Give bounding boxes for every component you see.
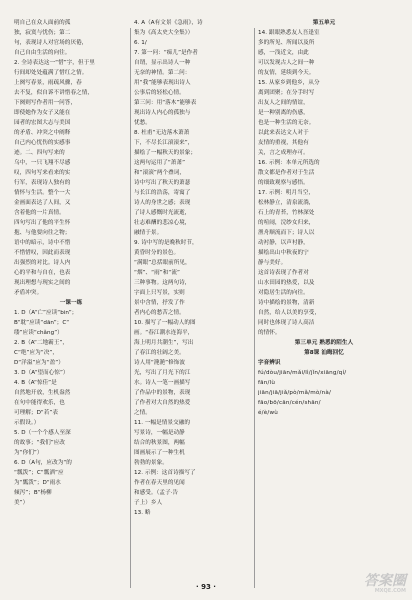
text-line: 迹。二、四句写来的 [14, 150, 65, 156]
text-line: 的情怀。 [258, 330, 281, 336]
column-divider [130, 28, 131, 588]
text-line: 独，寂寞与忧伤；第二 [14, 30, 71, 36]
text-line: 12. 示例：这首诗描写了 [134, 470, 196, 476]
text-line: 自己内心忧伤的实感事 [14, 140, 71, 146]
text-line: B“耽”应读“dān”；C“ [14, 320, 70, 326]
text-line: 的矛盾、冲突之中阐释 [14, 130, 71, 136]
text-line: 对隐居生活的向往。 [258, 290, 309, 296]
text-line: 行军，表现诗人独有的 [14, 180, 71, 186]
text-line: 园者的宏图大志与美国 [14, 120, 71, 126]
text-line: C“绝”应为“决”， [14, 350, 58, 356]
text-line: 9. 诗中写的是晚秋时节， [134, 240, 198, 246]
text-line: 3. D（A“望而心惊”） [14, 370, 69, 376]
text-line: 下，不尽长江滚滚来”， [134, 140, 194, 146]
text-line: 和感受。（孟子·告 [134, 490, 179, 496]
text-line: 5. D（一个个感人至深 [14, 430, 71, 436]
text-line: 自然，给人以美的享受， [258, 310, 321, 316]
text-line: 第三单元 熟悉的陌生人 [294, 340, 354, 346]
text-line: 可以发现古人之间一种 [258, 60, 315, 66]
text-line: 心的平和与自在，也表 [14, 270, 71, 276]
text-line: fāo/bō/cān/cén/shān/ [258, 400, 321, 406]
text-line: 1. D（A“亡”应读“bin”； [14, 310, 78, 316]
text-line: 散文都是作者对于生活 [258, 170, 315, 176]
text-line: 之情。 [134, 410, 151, 416]
column-left [14, 18, 128, 508]
text-line: 行间却处处蕴满了惜红之情。 [14, 70, 88, 76]
text-line: 者内心的愁苦之情。 [134, 310, 185, 316]
text-line: 14. 跟眼熟悉友人吾逢室 [258, 30, 320, 36]
text-line: 也是一种生活的无奈。 [258, 120, 315, 126]
text-line: 6. 1/ [134, 40, 147, 46]
text-line: 以此来表达文人对于 [258, 130, 309, 136]
text-line: 山水田园的热爱，以及 [258, 280, 315, 286]
text-line: 的喧闹，浣纱女归来， [258, 220, 315, 226]
text-line: 去不复，似自诉不讲惜春之情， [14, 90, 94, 96]
text-line: “瓢泼”；C“瓢洒”应 [14, 470, 64, 476]
text-line: 作者在春天里的见闻 [134, 480, 185, 486]
text-line: 了作者对大自然的热爱 [134, 400, 191, 406]
text-line: 下阕则写作者用一问答， [14, 100, 77, 106]
text-line: 忧愁。 [134, 120, 151, 126]
text-line: 7. 第一问：“痴儿”是作者 [134, 50, 198, 56]
text-line: 融情于景。 [134, 230, 163, 236]
text-line: 上阕写春景，雨疏风骤，春 [14, 80, 82, 86]
text-line: 景中含情，抒发了作 [134, 300, 185, 306]
text-line: 同时也体现了诗人高洁 [258, 320, 315, 326]
text-line: 缕”应读“chǎng”） [14, 330, 63, 336]
text-line: 即使她作为女子又能在 [14, 110, 71, 116]
text-line: 美”） [14, 500, 29, 506]
text-line: 不惜惜叹，因此而表现 [14, 250, 71, 256]
text-line: 示假设。） [14, 420, 40, 426]
text-line: 现出诗人内心的孤独与 [134, 110, 191, 116]
text-line: 无奈的神情。第二问： [134, 70, 191, 76]
text-line: 字面上只写景，实则 [134, 290, 185, 296]
text-line: 黄昏时分的景色。 [134, 250, 180, 256]
text-line: 为“你们”） [14, 450, 43, 456]
text-line: 子上）乡人 [134, 500, 163, 506]
text-line: 乌中，一只飞翔不尽感 [14, 160, 71, 166]
text-line: 叹，四句写来看来的实 [14, 170, 71, 176]
text-line: 光，写出了月光下的江 [134, 370, 191, 376]
text-line: 6. D（A句，应改为“的 [14, 460, 72, 466]
text-line: 含着他的一片真情。 [14, 210, 65, 216]
text-line: 自然地开放，生机盎然 [14, 390, 71, 396]
text-line: 描绘出山中秋夜的宁 [258, 250, 309, 256]
text-line: 了春江的壮阔之美。 [134, 350, 185, 356]
text-line: fú/dòu/jiān/mǎi/lì/jǐn/xiāng/qí/ [258, 370, 347, 376]
text-line: 第五单元 [312, 20, 336, 26]
text-line: 第8课 汕晦回忆 [304, 350, 344, 356]
text-line: 这首诗表现了作者对 [258, 270, 309, 276]
text-line: 17. 示例：明月当空， [258, 190, 315, 196]
text-line: 勃勃的景象。 [134, 460, 168, 466]
text-line: 的细致观察与感悟。 [258, 180, 309, 186]
text-line: 金画面表达了人间，又 [14, 200, 71, 206]
text-line: é/è/wù [258, 410, 278, 416]
text-line: 字音辨识 [258, 360, 281, 366]
text-line: 离到团聚；在分手时写 [258, 90, 315, 96]
text-line: 诗人用“滟滟”修饰波 [134, 360, 186, 366]
watermark-text: 答案圈 [364, 573, 406, 589]
page-number: · 93 · [196, 583, 216, 591]
column-right [258, 18, 390, 418]
text-line: 自己自由生活的向往。 [14, 50, 71, 56]
text-line: 第三问：用“落木”能够表 [134, 100, 197, 106]
text-line: 自谓，显示出诗人一种 [134, 60, 191, 66]
text-line: 了作品中的景物，表现 [134, 390, 191, 396]
text-line: 8. 杜甫“无边落木萧萧 [134, 130, 190, 136]
text-line: 集为《高太史大全集》） [134, 30, 194, 36]
text-line: 在句中能得欢乐，也 [14, 400, 65, 406]
text-line: 15. 从家乡到他乡，从分 [258, 80, 320, 86]
text-line: 图画展示了一种生机 [134, 450, 185, 456]
text-line: 水。诗人一笔一画描写 [134, 380, 191, 386]
text-line: 矛盾冲突。 [14, 290, 43, 296]
text-line: jiān/jiā/jiǎ/pò/mǎ/mò/nà/ [258, 390, 332, 396]
text-line: 关，言之成理亦可。 [258, 150, 309, 156]
text-line: 感，一浅近文，由此 [258, 50, 309, 56]
text-line: 一课一练 [59, 300, 83, 306]
text-line: 和“滚滚”两个叠词， [134, 170, 186, 176]
text-line: 友情的重视，其他有 [258, 140, 309, 146]
watermark-site: MXQE.COM [374, 588, 406, 594]
text-line: 与长江的浩荡，寄寓了 [134, 190, 191, 196]
text-line: D“洋溢”应为“盈”） [14, 360, 64, 366]
text-line: 的故事；“我们”应改 [14, 440, 66, 446]
text-line: 诗中描绘的景物，清新 [258, 300, 315, 306]
text-line: 写景诗，一幅是动静 [134, 430, 185, 436]
text-line: “烟”、“雨”和“流” [134, 270, 180, 276]
text-line: 是一种别离的伤感， [258, 110, 309, 116]
text-line: 语中的暗示，诗中不惜 [14, 240, 71, 246]
text-line: 描绘了一幅秋天的景象； [134, 150, 197, 156]
column-divider [254, 28, 255, 588]
text-line: fān/lù [258, 380, 276, 386]
text-line: “满眼”总括眼前所见， [134, 260, 191, 266]
text-line: 用“我”能够表现出诗人 [134, 80, 191, 86]
text-line: 抱、与他要向往之物； [14, 230, 71, 236]
text-line: 松林静立，清泉流淌， [258, 200, 315, 206]
text-line: 倾泻”；B“杨柳 [14, 490, 52, 496]
text-line: 结合的秋景图，两幅 [134, 440, 185, 446]
text-line: 11. 一幅是情景交融的 [134, 420, 191, 426]
text-line: 2. B（A“二地霸王”， [14, 340, 69, 346]
text-line: 的友情，延续到今天。 [258, 70, 315, 76]
text-line: 静与美好。 [258, 260, 287, 266]
watermark-logo [342, 574, 406, 598]
text-line: 公事后的轻松心情。 [134, 90, 185, 96]
text-line: 现出理想与现实之间的 [14, 280, 71, 286]
text-line: 出友人之间的情谊， [258, 100, 309, 106]
text-line: 诗人的身世之感；表现 [134, 200, 191, 206]
text-line: 这两句运用了“萧萧” [134, 160, 186, 166]
text-line: 出强烈的对比。诗人内 [14, 260, 71, 266]
text-line: 4. A（A有文景《急雨》，诗 [134, 20, 203, 26]
text-line: 四句写出了他的平生怀 [14, 220, 71, 226]
text-line: 石上的青苔，竹林深处 [258, 210, 315, 216]
text-line: 壮志难酬的悲凉心境， [134, 220, 191, 226]
text-line: 情怀与生活。整个一大 [14, 190, 71, 196]
text-line: 了诗人感慨时光流逝， [134, 210, 191, 216]
text-line: 明自己在众人面前的孤 [14, 20, 71, 26]
text-line: 为“瓢泼”；D“雨水 [14, 480, 61, 486]
text-line: 动衬静，以声衬静， [258, 240, 309, 246]
text-line: 海上明月共潮生”，写出 [134, 340, 194, 346]
text-line: 三种事物。这两句诗， [134, 280, 191, 286]
text-line: 画。“春江潮水连海平， [134, 330, 194, 336]
text-line: 句，表现诗人对官场的厌倦， [14, 40, 88, 46]
text-line: 可理解；D“若”表 [14, 410, 58, 416]
text-line: 诗中写出了秋天的萧瑟 [134, 180, 191, 186]
text-line: 多的所见、所闻以及所 [258, 40, 315, 46]
text-line: 4. B（A“惊佳”是 [14, 380, 57, 386]
column-middle [134, 18, 252, 518]
text-line: 13. 略 [134, 510, 151, 516]
text-line: 10. 描写了一幅动人的图 [134, 320, 196, 326]
text-line: 2. 全诗表达这一“惜”字，但于里 [14, 60, 95, 66]
text-line: 16. 示例：本单元所选的 [258, 160, 320, 166]
text-line: 渔舟顺流而下；诗人以 [258, 230, 315, 236]
